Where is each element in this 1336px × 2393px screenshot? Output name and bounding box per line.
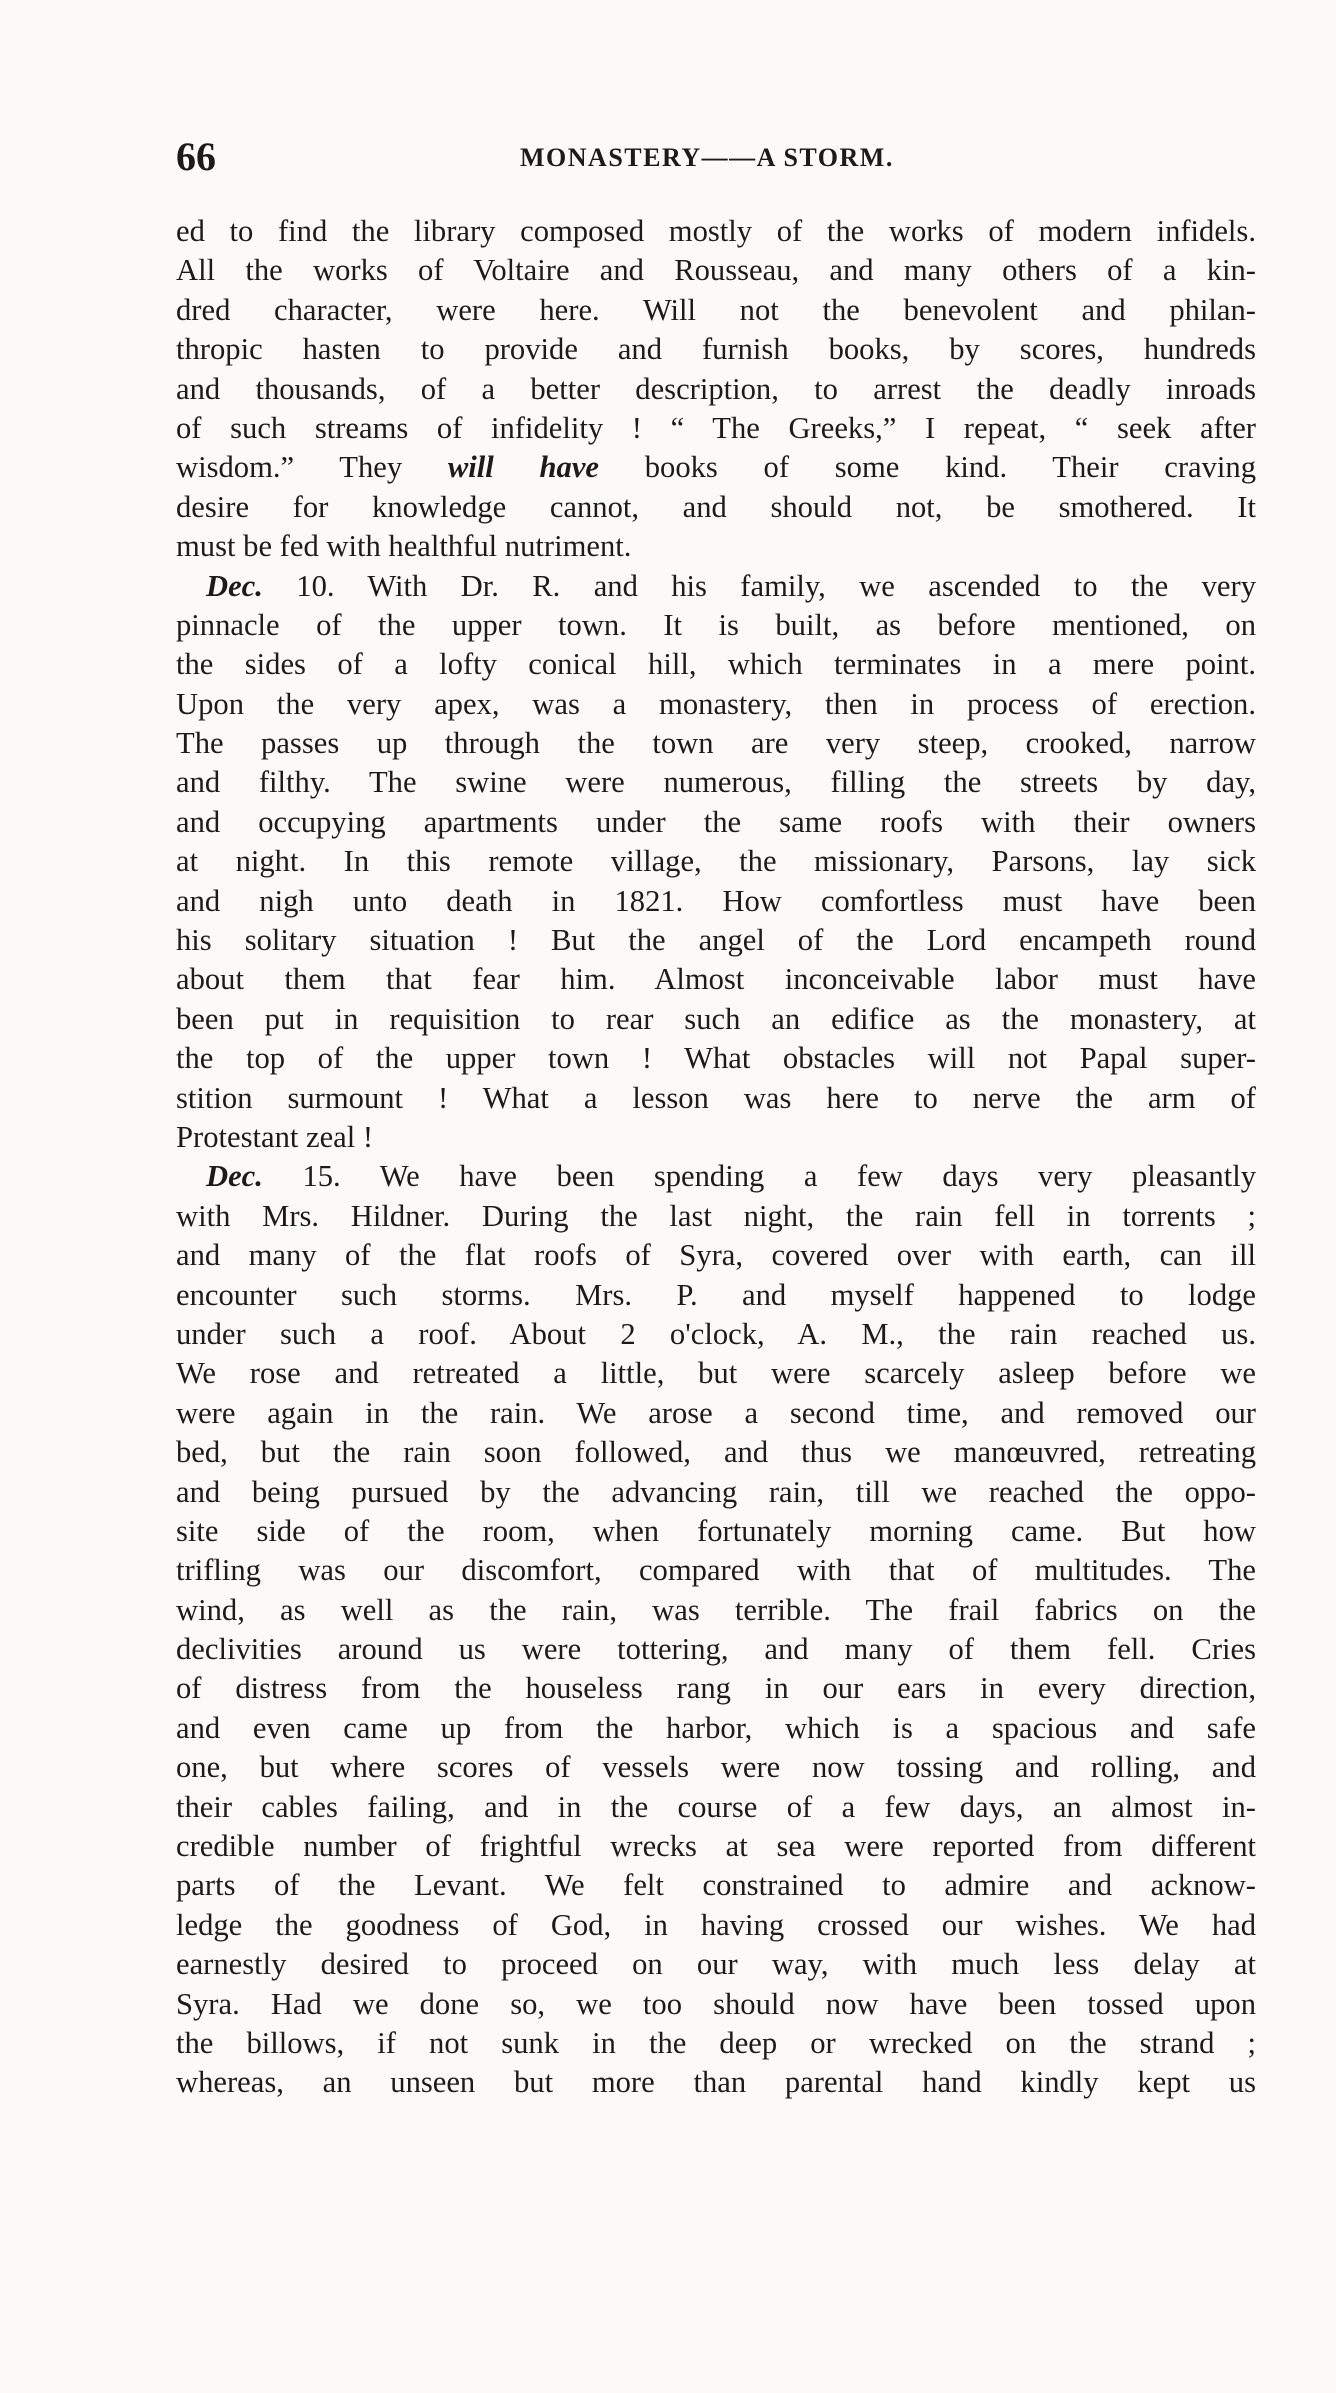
text-line: ledge the goodness of God, in having crossed our wishes. We had [176, 1907, 1256, 1942]
text-line: the sides of a lofty conical hill, which terminates in a mere point. [176, 647, 1256, 682]
text-line: their cables failing, and in the course of a few days, an almost in- [176, 1789, 1256, 1824]
text-line [176, 1157, 1256, 1196]
text-line: Syra. Had we done so, we too should now have been tossed upon [176, 1986, 1256, 2021]
text-line: were again in the rain. We arose a second time, and removed our [176, 1395, 1256, 1430]
text-line: ed to find the library composed mostly of the works of modern infidels. [176, 214, 1256, 248]
text-run: wisdom.” They [176, 450, 448, 485]
text-line: trifling was our discomfort, compared with that of multitudes. The [176, 1553, 1256, 1588]
text-line: We rose and retreated a little, but were scarcely asleep before we [176, 1356, 1256, 1391]
text-line: credible number of frightful wrecks at sea were reported from different [176, 1829, 1256, 1864]
text-line: been put in requisition to rear such an edifice as the monastery, at [176, 1001, 1256, 1036]
text-line: pinnacle of the upper town. It is built, as before mentioned, on [176, 607, 1256, 642]
text-line: at night. In this remote village, the missionary, Parsons, lay sick [176, 844, 1256, 879]
body-text [176, 212, 1256, 2103]
text-line: his solitary situation ! But the angel of the Lord encampeth round [176, 923, 1256, 958]
page-header [176, 132, 1256, 182]
text-line: one, but where scores of vessels were now tossing and rolling, and [176, 1750, 1256, 1785]
text-line [176, 448, 1256, 487]
text-line: encounter such storms. Mrs. P. and myself happened to lodge [176, 1277, 1256, 1312]
text-line: and thousands, of a better description, to arrest the deadly inroads [176, 371, 1256, 406]
text-line: about them that fear him. Almost inconceivable labor must have [176, 962, 1256, 997]
text-line: desire for knowledge cannot, and should not, be smothered. It [176, 489, 1256, 524]
text-line: under such a roof. About 2 o'clock, A. M., the rain reached us. [176, 1316, 1256, 1351]
date-label: Dec. [206, 1159, 263, 1194]
text-line: and nigh unto death in 1821. How comfortless must have been [176, 883, 1256, 918]
text-line: must be fed with healthful nutriment. [176, 529, 632, 564]
text-line: parts of the Levant. We felt constrained to admire and acknow- [176, 1868, 1256, 1903]
text-line: earnestly desired to proceed on our way, with much less delay at [176, 1947, 1256, 1982]
text-run: 15. We have been spending a few days very pleasantly [262, 1159, 1256, 1194]
text-line: Upon the very apex, was a monastery, then in process of erection. [176, 686, 1256, 721]
text-line: declivities around us were tottering, and many of them fell. Cries [176, 1632, 1256, 1667]
text-line: site side of the room, when fortunately morning came. But how [176, 1513, 1256, 1548]
date-label: Dec. [206, 568, 263, 603]
text-line: dred character, were here. Will not the benevolent and philan- [176, 292, 1256, 327]
text-line: and filthy. The swine were numerous, filling the streets by day, [176, 765, 1256, 800]
text-run: 10. With Dr. R. and his family, we ascended to the very [262, 568, 1256, 603]
text-line: stition surmount ! What a lesson was here to nerve the arm of [176, 1080, 1256, 1115]
text-line: and many of the flat roofs of Syra, covered over with earth, can ill [176, 1238, 1256, 1273]
text-line: wind, as well as the rain, was terrible. The frail fabrics on the [176, 1592, 1256, 1627]
running-head: MONASTERY——A STORM. [520, 143, 894, 172]
text-line: of such streams of infidelity ! “ The Greeks,” I repeat, “ seek after [176, 410, 1256, 445]
text-line: Protestant zeal ! [176, 1119, 374, 1154]
text-line: bed, but the rain soon followed, and thus we manœuvred, retreating [176, 1435, 1256, 1470]
page-number: 66 [176, 134, 216, 179]
emphasis-text: will have [447, 450, 599, 485]
text-line: the top of the upper town ! What obstacles will not Papal super- [176, 1041, 1256, 1076]
text-line: and being pursued by the advancing rain, till we reached the oppo- [176, 1474, 1256, 1509]
text-line: All the works of Voltaire and Rousseau, and many others of a kin- [176, 253, 1256, 288]
text-run: books of some kind. Their craving [599, 450, 1256, 485]
text-line: and even came up from the harbor, which is a spacious and safe [176, 1710, 1256, 1745]
text-line: thropic hasten to provide and furnish books, by scores, hundreds [176, 332, 1256, 367]
text-line: of distress from the houseless rang in our ears in every direction, [176, 1671, 1256, 1706]
text-line [176, 567, 1256, 606]
text-line: and occupying apartments under the same roofs with their owners [176, 804, 1256, 839]
text-line: whereas, an unseen but more than parental hand kindly kept us [176, 2065, 1256, 2100]
text-line: with Mrs. Hildner. During the last night, the rain fell in torrents ; [176, 1198, 1256, 1233]
text-line: the billows, if not sunk in the deep or wrecked on the strand ; [176, 2025, 1256, 2060]
text-line: The passes up through the town are very steep, crooked, narrow [176, 726, 1256, 761]
